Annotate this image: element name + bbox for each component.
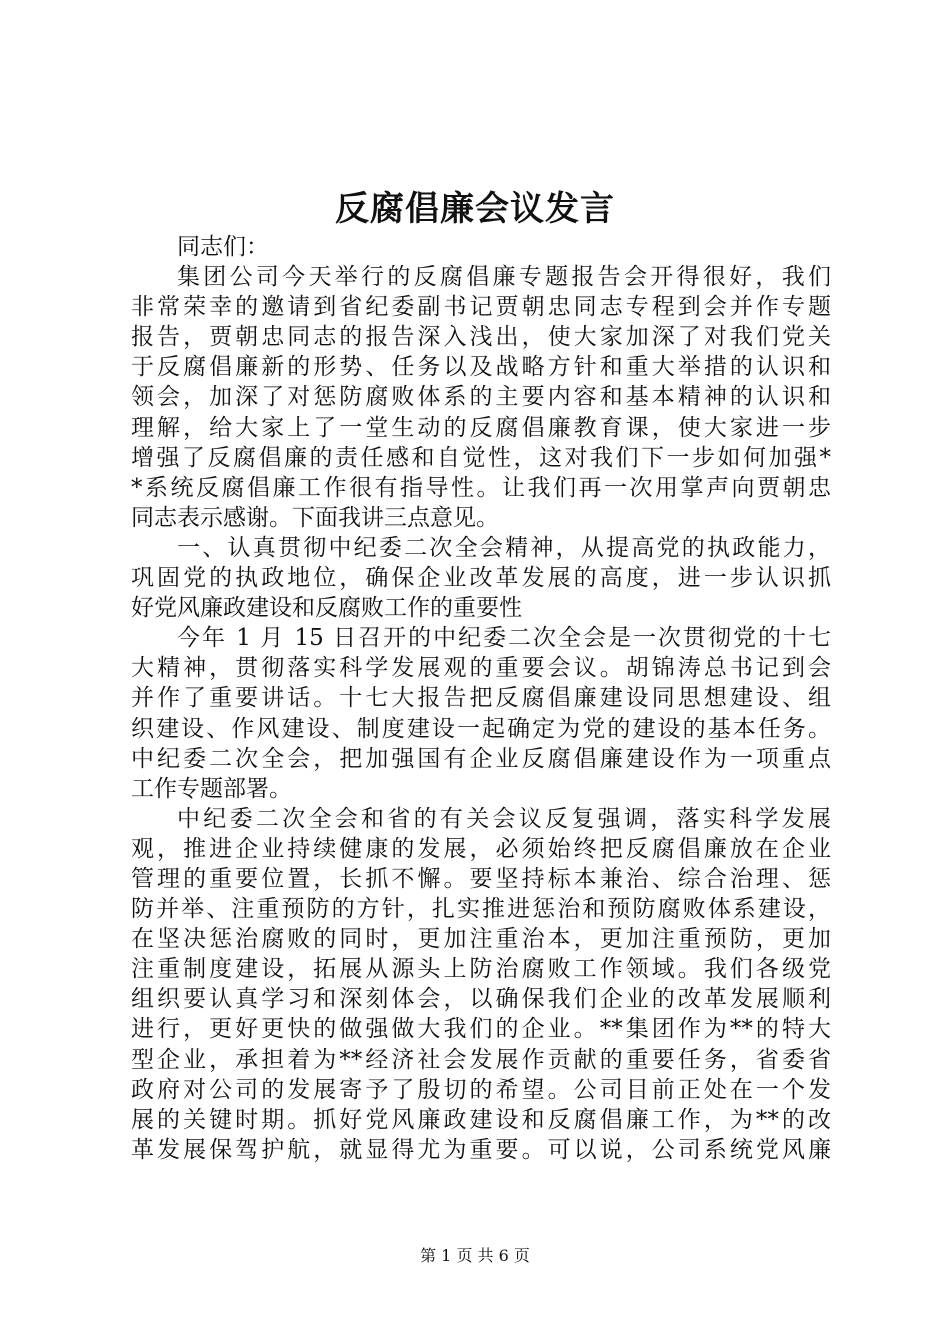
text-line: 观，推进企业持续健康的发展，必须始终把反腐倡廉放在企业 — [131, 835, 831, 862]
text-line: 组织要认真学习和深刻体会，以确保我们企业的改革发展顺利 — [131, 986, 831, 1013]
text-line: 理解，给大家上了一堂生动的反腐倡廉教育课，使大家进一步 — [131, 414, 831, 441]
document-body — [131, 232, 831, 1165]
text-line: 织建设、作风建设、制度建设一起确定为党的建设的基本任务。 — [131, 715, 831, 742]
text-line: 进行，更好更快的做强做大我们的企业。**集团作为**的特大 — [131, 1016, 831, 1043]
text-line: 集团公司今天举行的反腐倡廉专题报告会开得很好，我们 — [177, 264, 831, 291]
text-line: 革发展保驾护航，就显得尤为重要。可以说，公司系统党风廉 — [131, 1136, 831, 1163]
text-line: 同志们： — [177, 234, 269, 260]
text-line: 非常荣幸的邀请到省纪委副书记贾朝忠同志专程到会并作专题 — [131, 294, 831, 321]
text-line: 政府对公司的发展寄予了殷切的希望。公司目前正处在一个发 — [131, 1076, 831, 1103]
text-line: 中纪委二次全会，把加强国有企业反腐倡廉建设作为一项重点 — [131, 745, 831, 772]
text-line: 同志表示感谢。下面我讲三点意见。 — [131, 504, 499, 531]
text-line: 巩固党的执政地位，确保企业改革发展的高度，进一步认识抓 — [131, 565, 831, 592]
text-line: 并作了重要讲话。十七大报告把反腐倡廉建设同思想建设、组 — [131, 685, 831, 712]
text-line: 报告，贾朝忠同志的报告深入浅出，使大家加深了对我们党关 — [131, 324, 831, 351]
text-line: 增强了反腐倡廉的责任感和自觉性，这对我们下一步如何加强* — [131, 444, 831, 471]
text-line: 领会，加深了对惩防腐败体系的主要内容和基本精神的认识和 — [131, 384, 831, 411]
text-line: 在坚决惩治腐败的同时，更加注重治本，更加注重预防，更加 — [131, 926, 831, 953]
text-line: 于反腐倡廉新的形势、任务以及战略方针和重大举措的认识和 — [131, 354, 831, 381]
text-line: 大精神，贯彻落实科学发展观的重要会议。胡锦涛总书记到会 — [131, 655, 831, 682]
text-line: 一、认真贯彻中纪委二次全会精神，从提高党的执政能力， — [177, 534, 831, 561]
document-title: 反腐倡廉会议发言 — [335, 189, 615, 229]
text-line: *系统反腐倡廉工作很有指导性。让我们再一次用掌声向贾朝忠 — [131, 474, 831, 501]
text-line: 中纪委二次全会和省的有关会议反复强调，落实科学发展 — [177, 805, 831, 832]
text-line: 注重制度建设，拓展从源头上防治腐败工作领域。我们各级党 — [131, 956, 831, 983]
text-line: 防并举、注重预防的方针，扎实推进惩治和预防腐败体系建设， — [131, 896, 831, 923]
text-line: 好党风廉政建设和反腐败工作的重要性 — [131, 595, 522, 622]
text-line: 型企业，承担着为**经济社会发展作贡献的重要任务，省委省 — [131, 1046, 831, 1073]
text-line: 今年 1 月 15 日召开的中纪委二次全会是一次贯彻党的十七 — [177, 625, 831, 652]
text-line: 管理的重要位置，长抓不懈。要坚持标本兼治、综合治理、惩 — [131, 865, 831, 892]
page-footer: 第 1 页 共 6 页 — [420, 1246, 530, 1265]
text-line: 工作专题部署。 — [131, 775, 292, 802]
text-line: 展的关键时期。抓好党风廉政建设和反腐倡廉工作，为**的改 — [131, 1106, 831, 1133]
